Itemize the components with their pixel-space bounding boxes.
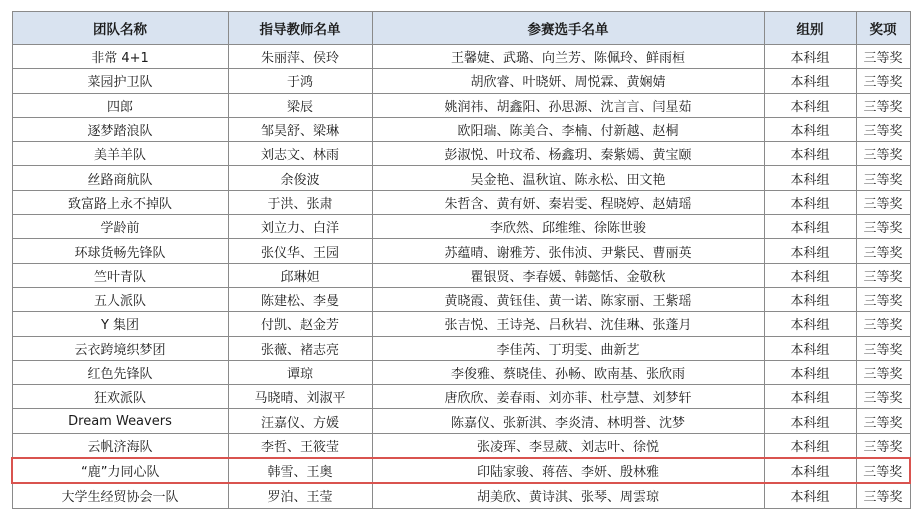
award-cell: 三等奖 xyxy=(856,69,910,93)
advisors-cell: 刘立力、白洋 xyxy=(228,215,372,239)
group-cell: 本科组 xyxy=(764,215,856,239)
contestants-cell: 胡美欣、黄诗淇、张琴、周雲琼 xyxy=(372,483,764,508)
group-cell: 本科组 xyxy=(764,385,856,409)
team-name-cell: 丝路商航队 xyxy=(12,166,228,190)
header-advisors: 指导教师名单 xyxy=(228,12,372,45)
header-team-name: 团队名称 xyxy=(12,12,228,45)
advisors-cell: 朱丽萍、侯玲 xyxy=(228,45,372,69)
team-name-cell: 狂欢派队 xyxy=(12,385,228,409)
table-row xyxy=(12,117,910,141)
group-cell: 本科组 xyxy=(764,433,856,458)
table-body xyxy=(12,45,910,509)
advisors-cell: 韩雪、王奥 xyxy=(228,458,372,483)
group-cell: 本科组 xyxy=(764,336,856,360)
advisors-cell: 张仪华、王园 xyxy=(228,239,372,263)
contestants-cell: 姚润祎、胡鑫阳、孙思源、沈言言、闫星茹 xyxy=(372,93,764,117)
table-header xyxy=(12,12,910,45)
team-name-cell: 红色先锋队 xyxy=(12,360,228,384)
group-cell: 本科组 xyxy=(764,239,856,263)
advisors-cell: 邹昊舒、梁琳 xyxy=(228,117,372,141)
award-cell: 三等奖 xyxy=(856,215,910,239)
award-cell: 三等奖 xyxy=(856,336,910,360)
award-cell: 三等奖 xyxy=(856,287,910,311)
team-name-cell: 非常 4+1 xyxy=(12,45,228,69)
group-cell: 本科组 xyxy=(764,93,856,117)
table-row xyxy=(12,93,910,117)
team-name-cell: “鹿”力同心队 xyxy=(12,458,228,483)
advisors-cell: 刘志文、林雨 xyxy=(228,142,372,166)
advisors-cell: 张薇、褚志亮 xyxy=(228,336,372,360)
table-row xyxy=(12,215,910,239)
team-name-cell: 云衣跨境织梦团 xyxy=(12,336,228,360)
contestants-cell: 张凌珲、李昱葳、刘志叶、徐悦 xyxy=(372,433,764,458)
award-cell: 三等奖 xyxy=(856,117,910,141)
contestants-cell: 瞿银贤、李春媛、韩懿恬、金敬秋 xyxy=(372,263,764,287)
contestants-cell: 胡欣睿、叶晓妍、周悦霖、黄娴婧 xyxy=(372,69,764,93)
group-cell: 本科组 xyxy=(764,45,856,69)
advisors-cell: 邱琳妲 xyxy=(228,263,372,287)
contestants-cell: 张吉悦、王诗尧、吕秋岩、沈佳琳、张蓬月 xyxy=(372,312,764,336)
contestants-cell: 彭淑悦、叶玟希、杨鑫玥、秦紫嫣、黄宝颐 xyxy=(372,142,764,166)
contestants-cell: 李佳芮、丁玥雯、曲新艺 xyxy=(372,336,764,360)
advisors-cell: 陈建松、李曼 xyxy=(228,287,372,311)
group-cell: 本科组 xyxy=(764,287,856,311)
table-row xyxy=(12,433,910,458)
award-cell: 三等奖 xyxy=(856,385,910,409)
table-row xyxy=(12,45,910,69)
table-row xyxy=(12,360,910,384)
team-name-cell: 五人派队 xyxy=(12,287,228,311)
team-name-cell: 云帆济海队 xyxy=(12,433,228,458)
contestants-cell: 陈嘉仪、张新淇、李炎清、林明誉、沈梦 xyxy=(372,409,764,433)
award-cell: 三等奖 xyxy=(856,409,910,433)
group-cell: 本科组 xyxy=(764,190,856,214)
table-row xyxy=(12,409,910,433)
contestants-cell: 黄晓霞、黄钰佳、黄一诺、陈家丽、王紫瑶 xyxy=(372,287,764,311)
group-cell: 本科组 xyxy=(764,166,856,190)
group-cell: 本科组 xyxy=(764,409,856,433)
team-name-cell: 四郎 xyxy=(12,93,228,117)
award-cell: 三等奖 xyxy=(856,190,910,214)
table-row xyxy=(12,263,910,287)
team-name-cell: Dream Weavers xyxy=(12,409,228,433)
contestants-cell: 苏蕴晴、谢雅芳、张伟浈、尹紫民、曹丽英 xyxy=(372,239,764,263)
team-name-cell: 美羊羊队 xyxy=(12,142,228,166)
header-group: 组别 xyxy=(764,12,856,45)
group-cell: 本科组 xyxy=(764,69,856,93)
table-row xyxy=(12,69,910,93)
group-cell: 本科组 xyxy=(764,312,856,336)
team-name-cell: 大学生经贸协会一队 xyxy=(12,483,228,508)
group-cell: 本科组 xyxy=(764,117,856,141)
award-cell: 三等奖 xyxy=(856,458,910,483)
advisors-cell: 于鸿 xyxy=(228,69,372,93)
team-name-cell: Y 集团 xyxy=(12,312,228,336)
team-name-cell: 菜园护卫队 xyxy=(12,69,228,93)
award-cell: 三等奖 xyxy=(856,360,910,384)
team-name-cell: 环球货畅先锋队 xyxy=(12,239,228,263)
award-cell: 三等奖 xyxy=(856,239,910,263)
advisors-cell: 汪嘉仪、方媛 xyxy=(228,409,372,433)
contestants-cell: 朱哲含、黄有妍、秦岩雯、程晓婷、赵婧瑶 xyxy=(372,190,764,214)
advisors-cell: 梁辰 xyxy=(228,93,372,117)
award-cell: 三等奖 xyxy=(856,483,910,508)
group-cell: 本科组 xyxy=(764,360,856,384)
table-row xyxy=(12,166,910,190)
team-name-cell: 竺叶青队 xyxy=(12,263,228,287)
award-cell: 三等奖 xyxy=(856,166,910,190)
contestants-cell: 李俊雅、蔡晓佳、孙畅、欧南基、张欣雨 xyxy=(372,360,764,384)
group-cell: 本科组 xyxy=(764,263,856,287)
table-row xyxy=(12,239,910,263)
contestants-cell: 唐欣欣、姜春雨、刘亦菲、杜亭慧、刘梦轩 xyxy=(372,385,764,409)
award-cell: 三等奖 xyxy=(856,263,910,287)
awards-table xyxy=(11,11,911,509)
header-row xyxy=(12,12,910,45)
header-award: 奖项 xyxy=(856,12,910,45)
advisors-cell: 余俊波 xyxy=(228,166,372,190)
contestants-cell: 吴金艳、温秋谊、陈永松、田文艳 xyxy=(372,166,764,190)
group-cell: 本科组 xyxy=(764,483,856,508)
table-row xyxy=(12,142,910,166)
awards-table-container xyxy=(11,11,909,509)
contestants-cell: 欧阳瑞、陈美合、李楠、付新越、赵桐 xyxy=(372,117,764,141)
team-name-cell: 逐梦踏浪队 xyxy=(12,117,228,141)
header-contestants: 参赛选手名单 xyxy=(372,12,764,45)
advisors-cell: 于洪、张肃 xyxy=(228,190,372,214)
contestants-cell: 印陆家骏、蒋蓓、李妍、殷林雅 xyxy=(372,458,764,483)
team-name-cell: 致富路上永不掉队 xyxy=(12,190,228,214)
table-row xyxy=(12,287,910,311)
team-name-cell: 学龄前 xyxy=(12,215,228,239)
table-row xyxy=(12,190,910,214)
award-cell: 三等奖 xyxy=(856,93,910,117)
award-cell: 三等奖 xyxy=(856,45,910,69)
contestants-cell: 李欣然、邱维维、徐陈世骏 xyxy=(372,215,764,239)
advisors-cell: 罗泊、王莹 xyxy=(228,483,372,508)
contestants-cell: 王馨婕、武璐、向兰芳、陈佩玲、鲜雨桓 xyxy=(372,45,764,69)
award-cell: 三等奖 xyxy=(856,312,910,336)
table-row xyxy=(12,336,910,360)
table-row xyxy=(12,385,910,409)
award-cell: 三等奖 xyxy=(856,433,910,458)
table-row xyxy=(12,312,910,336)
advisors-cell: 马晓晴、刘淑平 xyxy=(228,385,372,409)
group-cell: 本科组 xyxy=(764,142,856,166)
advisors-cell: 谭琼 xyxy=(228,360,372,384)
advisors-cell: 付凯、赵金芳 xyxy=(228,312,372,336)
group-cell: 本科组 xyxy=(764,458,856,483)
table-row-highlighted xyxy=(12,458,910,483)
advisors-cell: 李哲、王筱莹 xyxy=(228,433,372,458)
award-cell: 三等奖 xyxy=(856,142,910,166)
table-row xyxy=(12,483,910,508)
